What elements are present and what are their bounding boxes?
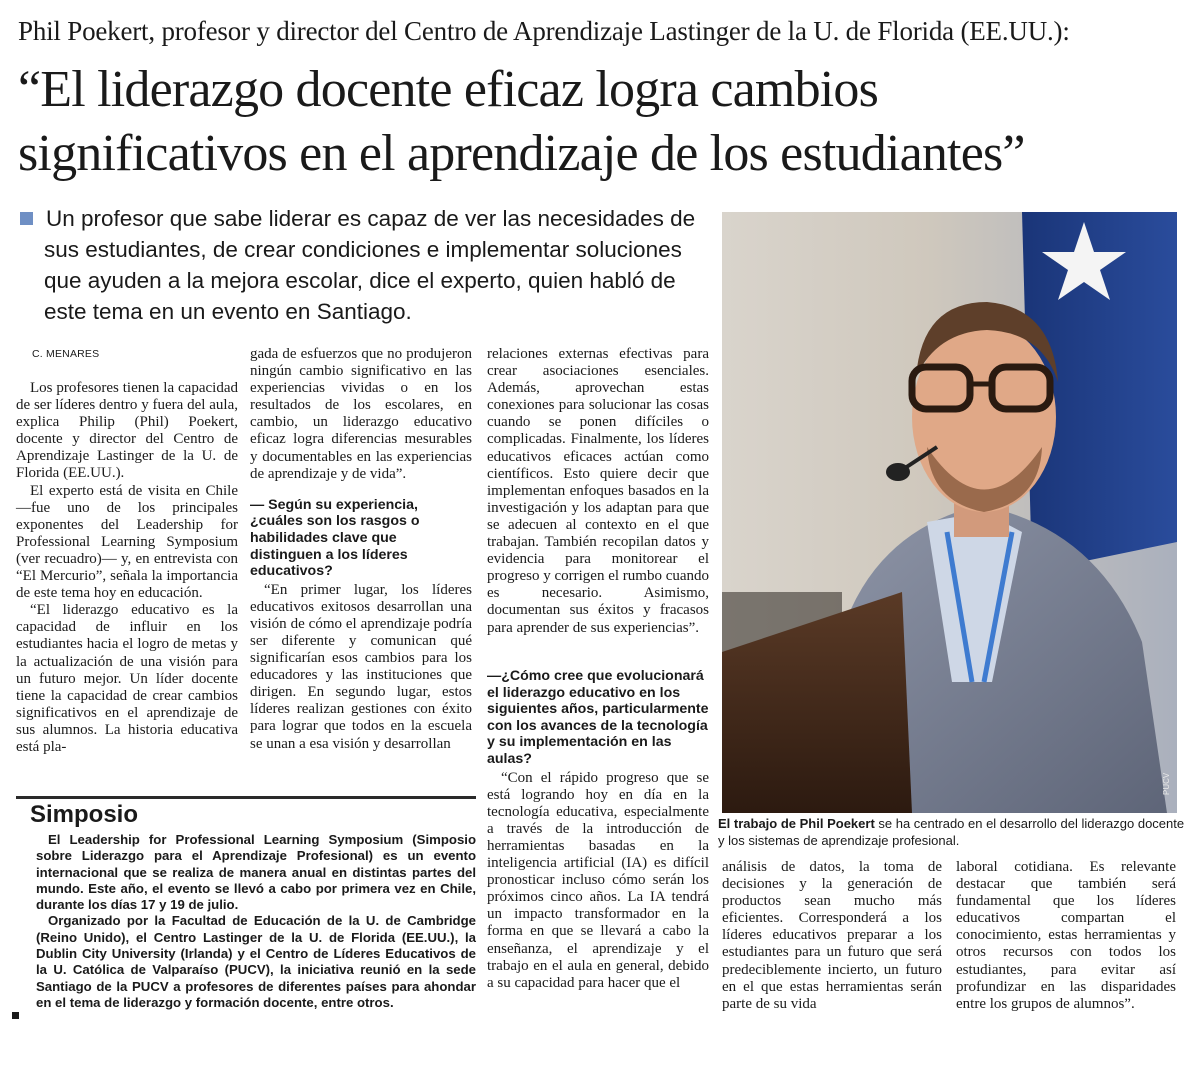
article-column-2	[250, 346, 472, 753]
box-rule	[16, 796, 476, 799]
microphone-icon	[886, 463, 910, 481]
body-paragraph: laboral cotidiana. Es relevante destacar que también será fundamental que los líderes educativos compartan el conocimiento, estas herramientas y otros recursos con todos los estudiantes, para evitar así profundizar en las disparidades entre los grupos de alumnos”.	[956, 859, 1176, 1012]
body-paragraph: gada de esfuerzos que no produjeron ningún cambio significativo en las experiencias vividas o en los resultados de los escolares, en cambio, un liderazgo educativo eficaz logra diferencias mesurables y documentables en las experiencias de aprendizaje y de vida”.	[250, 346, 472, 482]
headline	[18, 58, 1188, 186]
lead-line: sus estudiantes, de crear condiciones e implementar soluciones	[44, 237, 682, 262]
headline-line-2: significativos en el aprendizaje de los estudiantes”	[18, 125, 1025, 182]
speaker-photo	[722, 212, 1177, 813]
sidebar-box-simposio	[16, 796, 476, 1028]
article-column-3	[487, 346, 709, 637]
lead-line: Un profesor que sabe liderar es capaz de ver las necesidades de	[46, 206, 696, 231]
box-paragraph: Organizado por la Facultad de Educación de la U. de Cambridge (Reino Unido), el Centro Lastinger de la U. de Florida (EE.UU.), la Dublin City University (Irlanda) y el Centro de Líderes Educativos de la U. Católica de Valparaíso (PUCV), la iniciativa reunió en la sede Santiago de la PUCV a profesores de diferentes países para ahondar en el tema de liderazgo y formación docente, entre otros.	[36, 913, 476, 1010]
article-column-5	[722, 859, 942, 1013]
speaker-illustration	[722, 212, 1177, 813]
photo-caption	[718, 815, 1188, 849]
box-body	[36, 832, 476, 1011]
body-paragraph: relaciones externas efectivas para crear asociaciones esenciales. Además, aprovechan estas conexiones para solucionar las cosas cuando se ponen difíciles o complicadas. Finalmente, los líderes educativos eficaces actúan como científicos. Esto quiere decir que implementan enfoques basados en la investigación y los adaptan para que se adecuen al contexto en el que trabajan. También recopilan datos y evidencia para monitorear el progreso y corrigen el rumbo cuando es necesario. Asimismo, documentan sus éxitos y fracasos para aprender de sus experiencias”.	[487, 346, 710, 636]
headline-line-1: “El liderazgo docente eficaz logra cambios	[18, 61, 879, 118]
end-mark-icon	[12, 1012, 19, 1019]
byline: C. MENARES	[32, 348, 100, 360]
article-column-1	[16, 380, 238, 756]
caption-text: se ha centrado en el desarrollo del liderazgo docente y los sistemas de aprendizaje profesional.	[718, 816, 1185, 848]
interview-question: —¿Cómo cree que evolucionará el liderazgo educativo en los siguientes años, particularmente con los avances de la tecnología y su implementación en las aulas?	[487, 668, 709, 767]
lead-line: que ayuden a la mejora escolar, dice el experto, quien habló de	[44, 268, 676, 293]
body-paragraph: Los profesores tienen la capacidad de ser líderes dentro y fuera del aula, explica Philip (Phil) Poekert, docente y director del Centro de Aprendizaje Lastinger de la U. de Florida (EE.UU.).	[16, 380, 238, 482]
body-paragraph: análisis de datos, la toma de decisiones y la generación de productos sean mucho más eficientes. Corresponderá a los líderes educativos preparar a los estudiantes para un futuro que será predeciblemente incierto, un futuro en el que estas herramientas serán parte de su vida	[722, 859, 942, 1012]
interview-question: — Según su experiencia, ¿cuáles son los rasgos o habilidades clave que distinguen a los líderes educativos?	[250, 496, 420, 580]
article-column-4	[487, 668, 709, 992]
kicker: Phil Poekert, profesor y director del Centro de Aprendizaje Lastinger de la U. de Florida (EE.UU.):	[18, 16, 1070, 46]
body-paragraph: “El liderazgo educativo es la capacidad de influir en los estudiantes hacia el logro de metas y la actualización de una visión para un futuro mejor. Un líder docente tiene la capacidad de crear cambios significativos en el aprendizaje de sus alumnos. La historia educativa está pla-	[16, 602, 238, 755]
lead-line: este tema en un evento en Santiago.	[44, 299, 412, 324]
box-paragraph: El Leadership for Professional Learning Symposium (Simposio sobre Liderazgo para el Aprendizaje Profesional) es un evento internacional que se realiza de manera anual en distintas partes del mundo. Este año, el evento se llevó a cabo por primera vez en Chile, durante los días 17 y 19 de julio.	[36, 832, 476, 913]
caption-bold: El trabajo de Phil Poekert	[718, 816, 875, 831]
body-paragraph: “En primer lugar, los líderes educativos exitosos desarrollan una visión de cómo el aprendizaje podría ser diferente y comunican qué significarían esos cambios para los educadores y las instituciones que dirigen. En segundo lugar, estos líderes realizan gestiones con éxito para lograr que todos en la escuela se unan a esa visión y desarrollan	[250, 581, 472, 752]
body-paragraph: “Con el rápido progreso que se está logrando hoy en día en la tecnología educativa, especialmente a través de la introducción de herramientas basadas en la inteligencia artificial (IA) es difícil pronosticar incluso cómo serán los próximos cinco años. La IA tendrá un impacto transformador en la forma en que se llevará a cabo la enseñanza, el aprendizaje y el trabajo en el aula en general, debido a su capacidad para hacer que el	[487, 769, 709, 991]
photo-credit: PUCV	[1162, 772, 1171, 795]
box-title: Simposio	[30, 801, 139, 828]
article-column-6	[956, 859, 1176, 1013]
body-paragraph: El experto está de visita en Chile —fue uno de los principales exponentes del Leadership for Professional Learning Symposium (ver recuadro)— y, en entrevista con “El Mercurio”, señala la importancia de este tema hoy en educación.	[16, 482, 238, 602]
lead-paragraph	[20, 203, 710, 327]
square-bullet-icon	[20, 212, 33, 225]
